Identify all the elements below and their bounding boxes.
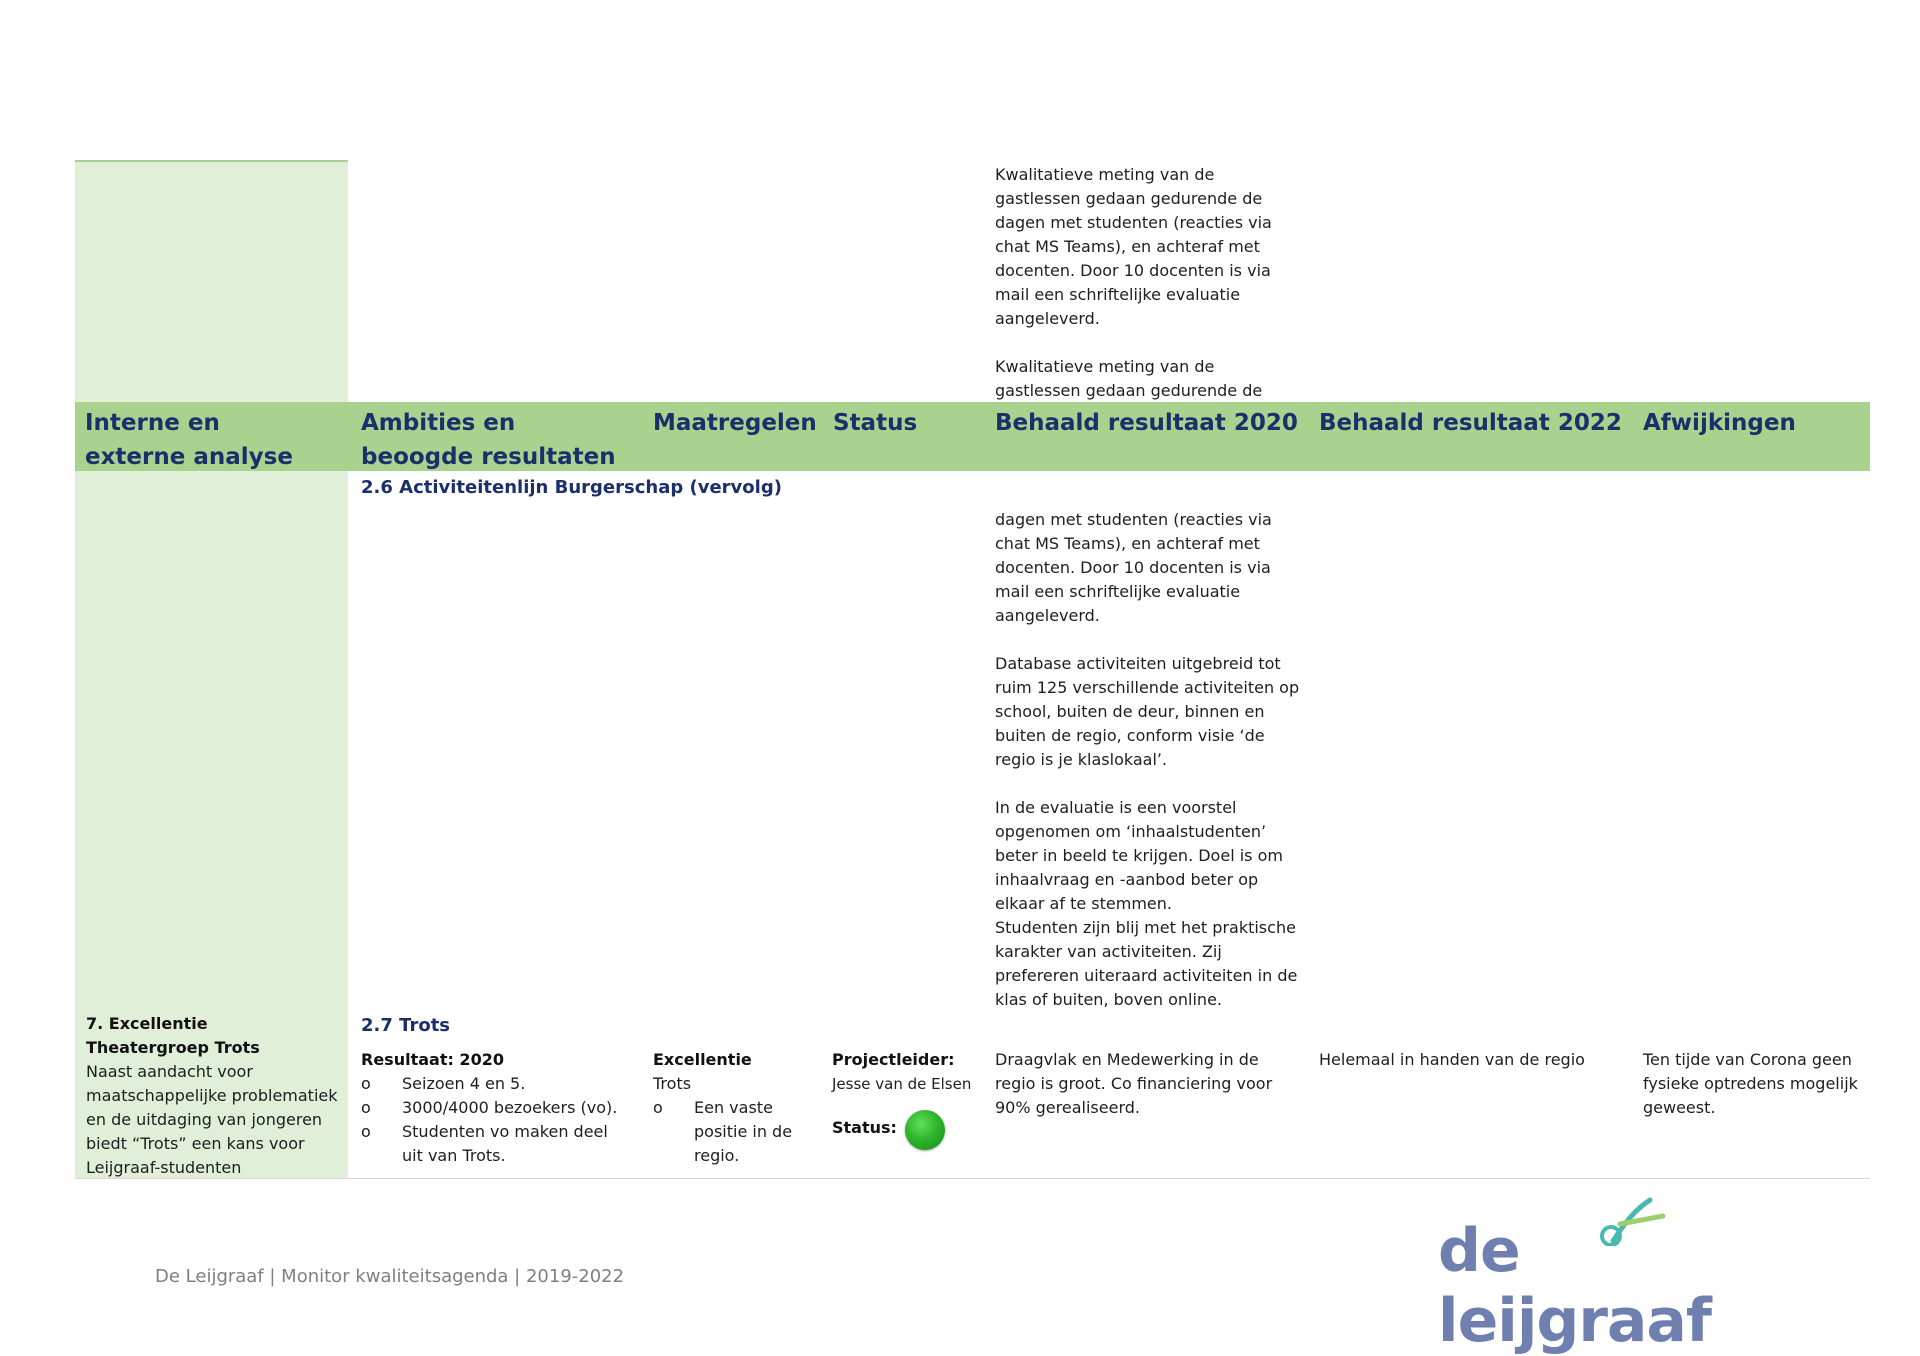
header-measures: Maatregelen [653, 410, 817, 436]
analysis-text: Naast aandacht voor maatschappelijke problematiek en de uitdaging van jongeren biedt “Trots” een kans voor Leijgraaf-studenten [86, 1062, 338, 1177]
project-leader-label: Projectleider: [832, 1050, 955, 1069]
header-deviations: Afwijkingen [1643, 410, 1796, 436]
list-item: o Studenten vo maken deel uit van Trots. [361, 1122, 608, 1165]
analysis-title-1: 7. Excellentie [86, 1014, 208, 1033]
bullet-icon: o [653, 1098, 663, 1117]
section-2-7-analysis [86, 1012, 341, 1180]
bullet-icon: o [361, 1122, 371, 1141]
project-leader-name: Jesse van de Elsen [832, 1075, 972, 1093]
results-list [361, 1072, 631, 1168]
measure-sub: Trots [653, 1074, 692, 1093]
header-analysis: Interne en externe analyse [85, 410, 293, 470]
top-results-para-1: Kwalitatieve meting van de gastlessen gedaan gedurende de dagen met studenten (reacties via chat MS Teams), en achteraf met docenten. Door 10 docenten is via mail een schriftelijke evaluatie aangeleverd. [995, 165, 1272, 328]
header-ambitions: Ambities en beoogde resultaten [361, 410, 616, 470]
list-item: o 3000/4000 bezoekers (vo). [361, 1096, 631, 1120]
section-2-6-para-1: dagen met studenten (reacties via chat MS Teams), en achteraf met docenten. Door 10 docenten is via mail een schriftelijke evaluatie aangeleverd. [995, 510, 1272, 625]
status-indicator-icon [905, 1110, 945, 1150]
measures-list [653, 1096, 803, 1168]
measure-label: Excellentie [653, 1050, 752, 1069]
top-results-para-2: Kwalitatieve meting van de gastlessen gedaan gedurende de [995, 357, 1263, 400]
deviations-cell: Ten tijde van Corona geen fysieke optredens mogelijk geweest. [1643, 1050, 1858, 1117]
bullet-icon: o [361, 1098, 371, 1117]
table-header [75, 402, 1870, 471]
logo-text: de leijgraaf [1438, 1216, 1712, 1356]
bullet-icon: o [361, 1074, 371, 1093]
list-item: o Seizoen 4 en 5. [361, 1072, 631, 1096]
section-2-6-para-2: Database activiteiten uitgebreid tot ruim 125 verschillende activiteiten op school, buiten de deur, binnen en buiten de regio, conform visie ‘de regio is je klaslokaal’. [995, 654, 1300, 769]
analysis-title-2: Theatergroep Trots [86, 1038, 260, 1057]
table-bottom-divider [75, 1178, 1870, 1179]
section-2-7-title: 2.7 Trots [361, 1015, 451, 1036]
section-2-6-title: 2.6 Activiteitenlijn Burgerschap (vervolg) [361, 477, 782, 498]
status-label: Status: [832, 1118, 897, 1137]
top-results-cell [995, 163, 1300, 403]
analysis-column-bg-top [75, 160, 348, 404]
list-item: o Een vaste positie in de regio. [653, 1098, 793, 1165]
result-label: Resultaat: 2020 [361, 1050, 504, 1069]
section-2-6-para-4: Studenten zijn blij met het praktische karakter van activiteiten. Zij prefereren uiteraard activiteiten in de klas of buiten, boven online. [995, 918, 1298, 1009]
leijgraaf-logo [1438, 1186, 1770, 1356]
footer-text: De Leijgraaf | Monitor kwaliteitsagenda | 2019-2022 [155, 1266, 625, 1287]
result-2022-cell: Helemaal in handen van de regio [1319, 1050, 1585, 1069]
result-2020-cell: Draagvlak en Medewerking in de regio is groot. Co financiering voor 90% gerealiseerd. [995, 1050, 1273, 1117]
header-result-2020: Behaald resultaat 2020 [995, 410, 1298, 436]
section-2-6-results-cell [995, 508, 1300, 1012]
header-status: Status [833, 410, 918, 436]
section-2-6-para-3: In de evaluatie is een voorstel opgenomen om ‘inhaalstudenten’ beter in beeld te krijgen. Doel is om inhaalvraag en -aanbod beter op elkaar af te stemmen. [995, 798, 1283, 913]
header-result-2022: Behaald resultaat 2022 [1319, 410, 1622, 436]
